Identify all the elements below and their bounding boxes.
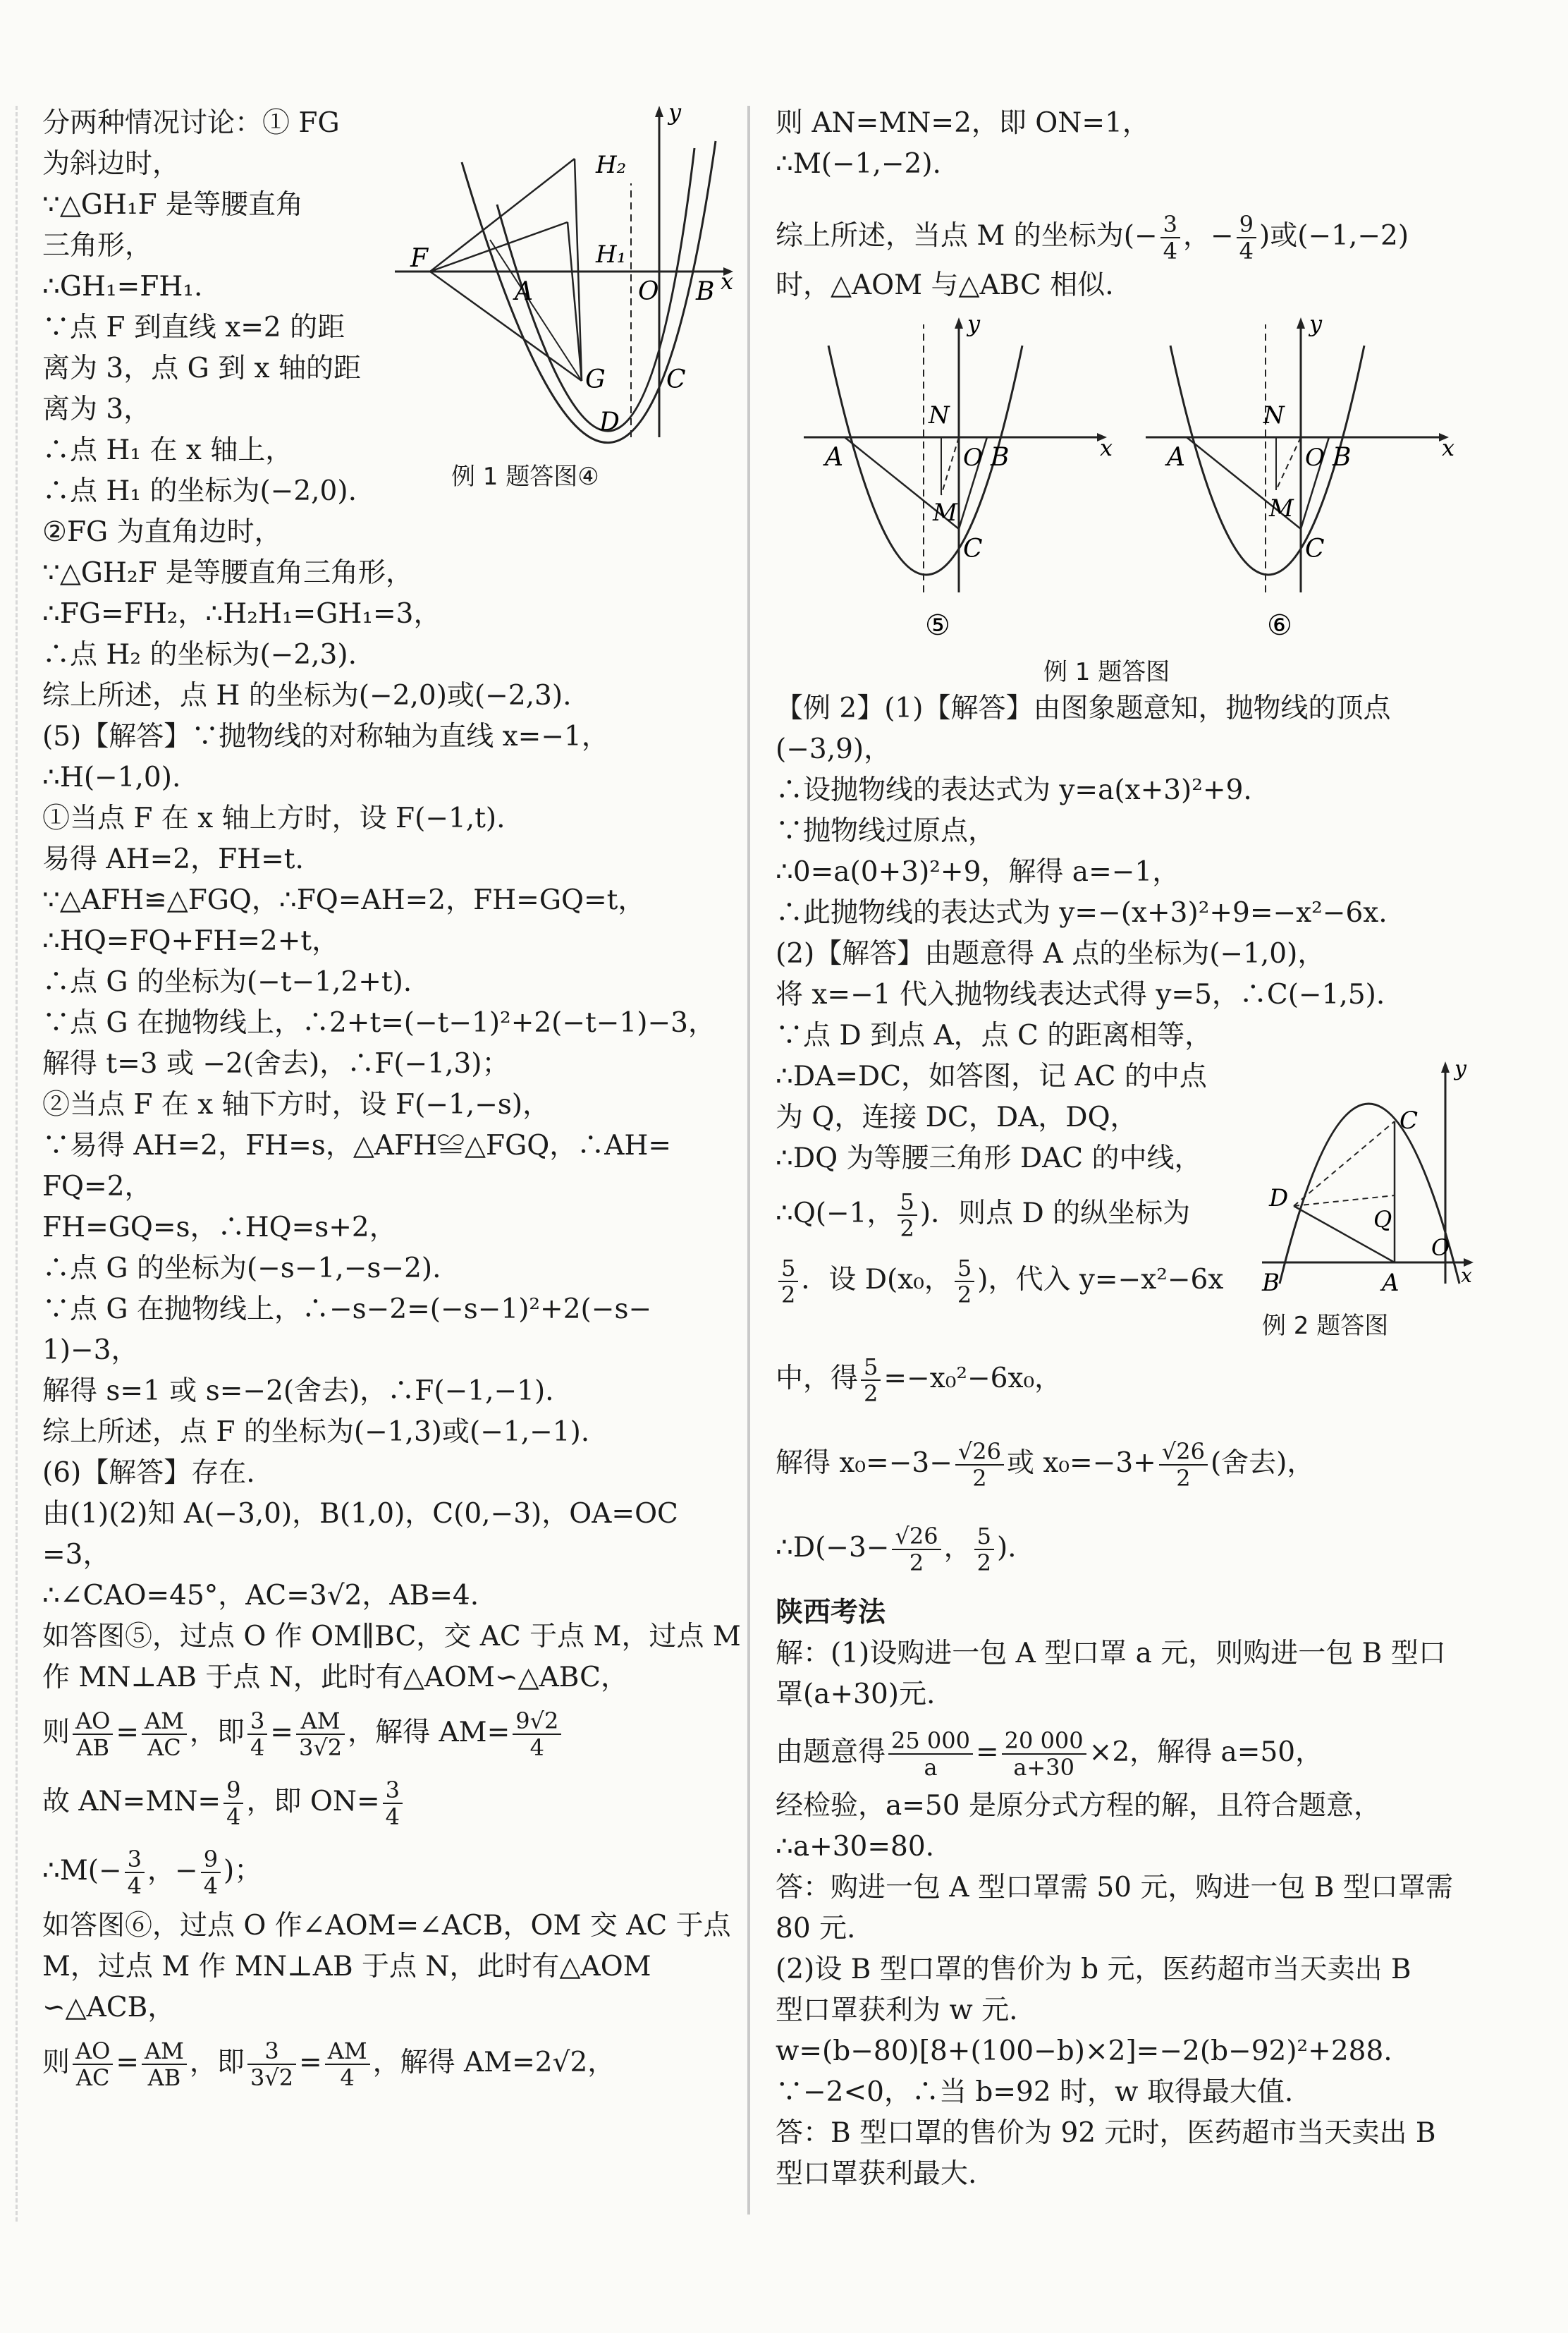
figure-example1-answer-4	[381, 99, 747, 451]
text-line: (6)【解答】存在.	[42, 1457, 255, 1489]
text-line: ②当点 F 在 x 轴下方时，设 F(−1,−s)，	[42, 1089, 551, 1121]
equation-line	[776, 1248, 1223, 1312]
text-line: ∵−2<0，∴当 b=92 时，w 取得最大值.	[776, 2076, 1294, 2108]
label-A: A	[1167, 443, 1185, 472]
fraction-numerator: AM	[296, 1708, 345, 1735]
fraction-numerator: 25 000	[888, 1728, 973, 1755]
fraction	[142, 1708, 187, 1760]
fraction-denominator: 4	[340, 2064, 355, 2091]
figure-example1-answer-6	[1132, 310, 1470, 642]
fraction-denominator: 4	[226, 1803, 241, 1830]
fraction	[898, 1189, 917, 1241]
fraction-denominator: 2	[957, 1281, 972, 1308]
text-run: 则	[42, 1717, 71, 1748]
text-run: )．则点 D 的纵坐标为	[919, 1198, 1191, 1229]
label-B: B	[991, 443, 1010, 472]
text-line: 易得 AH=2，FH=t.	[42, 843, 304, 875]
text-run: 中，得	[776, 1363, 859, 1394]
text-line: 罩(a+30)元.	[776, 1679, 936, 1710]
text-run: )或(−1,−2)	[1259, 220, 1409, 252]
text-line: ∽△ACB，	[42, 1992, 176, 2023]
label-B: B	[1262, 1269, 1280, 1297]
equation-line	[42, 1839, 262, 1903]
text-line: 离为 3，	[42, 394, 152, 425]
label-O: O	[963, 444, 983, 472]
text-line: (2)【解答】由题意得 A 点的坐标为(−1,0)，	[776, 938, 1325, 970]
text-line: 解得 t=3 或 −2(舍去)，∴F(−1,3)；	[42, 1048, 510, 1080]
fraction-denominator: AB	[76, 1734, 109, 1761]
text-run: =−x₀²−6x₀，	[883, 1363, 1062, 1394]
fraction	[1159, 1439, 1208, 1491]
fraction	[955, 1439, 1004, 1491]
label-A: A	[515, 277, 533, 306]
fraction	[125, 1846, 145, 1899]
label-N: N	[1263, 401, 1285, 430]
fraction-denominator: 4	[385, 1803, 400, 1830]
text-line: 为 Q，连接 DC，DA，DQ，	[776, 1102, 1138, 1133]
fraction-numerator: 3	[1160, 212, 1180, 238]
fraction	[888, 1728, 973, 1780]
fraction-numerator: AM	[142, 1708, 187, 1735]
text-line: ∴HQ=FQ+FH=2+t，	[42, 925, 340, 957]
text-run: 故 AN=MN=	[42, 1786, 221, 1817]
equation-line	[42, 1770, 405, 1834]
figure-number: ⑥	[1267, 609, 1292, 642]
label-C: C	[1399, 1107, 1419, 1135]
label-O: O	[1431, 1234, 1450, 1261]
fraction-numerator: AM	[325, 2038, 370, 2065]
text-run: ∴Q(−1，	[776, 1198, 895, 1229]
equation-line	[42, 1701, 564, 1765]
label-F: F	[410, 244, 428, 273]
text-line: ∵△GH₂F 是等腰直角三角形，	[42, 557, 414, 589]
equation-line	[776, 1721, 1323, 1784]
fraction-denominator: 2	[900, 1215, 914, 1242]
equation-line	[776, 1182, 1190, 1245]
text-run: =	[299, 2047, 322, 2078]
fraction	[247, 2038, 296, 2090]
text-line: ∵点 G 在抛物线上，∴−s−2=(−s−1)²+2(−s−	[42, 1293, 652, 1325]
text-run: ，解得 AM=2√2，	[372, 2047, 615, 2078]
fraction-denominator: 4	[1163, 238, 1177, 264]
fraction-denominator: 4	[1239, 238, 1254, 264]
fraction-denominator: AB	[147, 2064, 181, 2091]
text-line: 如答图⑤，过点 O 作 OM∥BC，交 AC 于点 M，过点 M	[42, 1621, 741, 1652]
text-run: )，代入 y=−x²−6x	[977, 1264, 1224, 1296]
column-divider	[747, 106, 750, 2215]
equation-line	[776, 1516, 1017, 1580]
text-line: 综上所述，点 H 的坐标为(−2,0)或(−2,3).	[42, 680, 572, 712]
text-line: ∴点 H₂ 的坐标为(−2,3).	[42, 639, 357, 671]
text-line: M，过点 M 作 MN⊥AB 于点 N，此时有△AOM	[42, 1951, 651, 1982]
label-y: y	[668, 99, 682, 126]
text-run: 解得 x₀=−3−	[776, 1447, 953, 1479]
label-O: O	[638, 277, 659, 306]
text-line: ∴a+30=80.	[776, 1831, 935, 1863]
figure-number: ⑤	[925, 609, 950, 642]
fraction-numerator: AO	[73, 2038, 113, 2065]
fraction-numerator: 5	[778, 1255, 798, 1282]
label-x: x	[721, 268, 734, 295]
text-run: ).	[996, 1532, 1017, 1564]
fraction	[892, 1523, 941, 1576]
text-line: ②FG 为直角边时，	[42, 516, 282, 548]
text-line: ∴FG=FH₂，∴H₂H₁=GH₁=3，	[42, 598, 441, 630]
label-C: C	[666, 365, 686, 394]
text-line: ∵点 D 到点 A，点 C 的距离相等，	[776, 1020, 1213, 1052]
fraction-denominator: a+30	[1013, 1754, 1074, 1781]
fraction	[955, 1255, 974, 1308]
fraction-denominator: 2	[976, 1549, 991, 1576]
label-x: x	[1461, 1264, 1472, 1287]
text-line: 答：B 型口罩的售价为 92 元时，医药超市当天卖出 B	[776, 2117, 1436, 2149]
fraction-numerator: 5	[861, 1354, 881, 1381]
text-line: 1)−3，	[42, 1334, 139, 1366]
text-line: ∵抛物线过原点，	[776, 815, 996, 847]
fraction-denominator: 2	[1176, 1465, 1191, 1492]
label-M: M	[1269, 494, 1294, 523]
fraction-denominator: 3√2	[298, 1734, 343, 1761]
figure-caption: 例 1 题答图	[1043, 658, 1170, 686]
fraction-numerator: AO	[73, 1708, 113, 1735]
text-run: ．设 D(x₀，	[801, 1264, 952, 1296]
text-line: ∵△AFH≌△FGQ，∴FQ=AH=2，FH=GQ=t，	[42, 884, 646, 916]
fraction-denominator: AC	[75, 2064, 110, 2091]
fraction-denominator: 2	[909, 1549, 924, 1576]
text-line: 由(1)(2)知 A(−3,0)，B(1,0)，C(0,−3)，OA=OC	[42, 1498, 678, 1530]
text-line: ∴点 H₁ 的坐标为(−2,0).	[42, 475, 357, 507]
fraction	[201, 1846, 221, 1899]
label-Q: Q	[1373, 1206, 1392, 1233]
fraction	[974, 1523, 994, 1576]
figure-example1-answer-5	[790, 310, 1128, 642]
text-line: 如答图⑥，过点 O 作∠AOM=∠ACB，OM 交 AC 于点	[42, 1910, 731, 1942]
text-run: ，−	[1182, 220, 1234, 252]
label-H2: H₂	[596, 151, 627, 179]
label-x: x	[1442, 434, 1455, 461]
label-x: x	[1100, 434, 1113, 461]
equation-line	[776, 205, 1409, 268]
text-run: 综上所述，当点 M 的坐标为(−	[776, 220, 1158, 252]
text-run: ×2，解得 a=50，	[1089, 1736, 1323, 1768]
fraction-numerator: 5	[898, 1189, 917, 1216]
text-line: 离为 3，点 G 到 x 轴的距	[42, 353, 361, 384]
text-line: ∵点 G 在抛物线上，∴2+t=(−t−1)²+2(−t−1)−3，	[42, 1007, 716, 1039]
fraction	[513, 1708, 561, 1760]
label-B: B	[696, 277, 715, 306]
text-line: 型口罩获利最大.	[776, 2158, 977, 2190]
fraction-numerator: √26	[955, 1439, 1004, 1466]
fraction	[861, 1354, 881, 1406]
page-edge-marks	[16, 106, 18, 2222]
text-line: =3，	[42, 1539, 111, 1571]
label-B: B	[1333, 443, 1352, 472]
text-line: 将 x=−1 代入抛物线表达式得 y=5，∴C(−1,5).	[776, 979, 1385, 1011]
text-run: (舍去)，	[1210, 1447, 1315, 1479]
fraction	[73, 1708, 113, 1760]
label-D: D	[1269, 1184, 1289, 1212]
text-run: ，即	[189, 2047, 245, 2078]
text-line: ∴点 G 的坐标为(−s−1,−s−2).	[42, 1253, 441, 1284]
text-run: =	[270, 1717, 293, 1748]
fraction-numerator: 3	[247, 1708, 267, 1735]
text-run: ∴M(−	[42, 1855, 122, 1887]
figure-example2-answer	[1255, 1058, 1488, 1298]
fraction	[1160, 212, 1180, 264]
text-line: ∴0=a(0+3)²+9，解得 a=−1，	[776, 856, 1180, 888]
label-A: A	[825, 443, 843, 472]
text-run: ∴D(−3−	[776, 1532, 890, 1564]
text-line: 为斜边时，	[42, 148, 180, 180]
fraction	[778, 1255, 798, 1308]
fraction-numerator: 9	[201, 1846, 221, 1873]
fraction-numerator: 3	[383, 1777, 403, 1804]
text-line: 综上所述，点 F 的坐标为(−1,3)或(−1,−1).	[42, 1416, 590, 1448]
fraction	[73, 2038, 113, 2090]
equation-line	[776, 1347, 1062, 1411]
text-run: ，即 ON=	[246, 1786, 380, 1817]
text-run: ，解得 AM=	[348, 1717, 510, 1748]
label-G: G	[585, 365, 606, 394]
fraction-numerator: AM	[142, 2038, 187, 2065]
text-line: w=(b−80)[8+(100−b)×2]=−2(b−92)²+288.	[776, 2035, 1392, 2067]
fraction-denominator: 4	[529, 1734, 545, 1761]
section-heading: 陕西考法	[776, 1597, 886, 1628]
text-line: 解得 s=1 或 s=−2(舍去)，∴F(−1,−1).	[42, 1375, 554, 1407]
equation-line	[776, 1432, 1314, 1495]
text-line: ∴DQ 为等腰三角形 DAC 的中线，	[776, 1143, 1202, 1174]
fraction	[325, 2038, 370, 2090]
fraction-numerator: 5	[955, 1255, 974, 1282]
figure-caption: 例 2 题答图	[1262, 1312, 1389, 1340]
text-run: 或 x₀=−3+	[1006, 1447, 1156, 1479]
fraction-numerator: 9	[1237, 212, 1256, 238]
text-line: 三角形，	[42, 230, 153, 262]
fraction-denominator: 2	[864, 1380, 878, 1407]
fraction	[1002, 1728, 1086, 1780]
fraction-denominator: a	[924, 1754, 938, 1781]
text-line: 型口罩获利为 w 元.	[776, 1994, 1018, 2026]
text-line: 时，△AOM 与△ABC 相似.	[776, 269, 1114, 301]
text-line: 【例 2】(1)【解答】由图象题意知，抛物线的顶点	[776, 693, 1391, 724]
text-line: ∴此抛物线的表达式为 y=−(x+3)²+9=−x²−6x.	[776, 897, 1388, 929]
fraction-numerator: 3	[247, 2038, 296, 2065]
text-run: ，	[943, 1532, 972, 1564]
text-run: =	[975, 1736, 999, 1768]
text-run: ，−	[147, 1855, 198, 1887]
text-line: 分两种情况讨论：① FG	[42, 107, 340, 139]
text-line: 经检验，a=50 是原分式方程的解，且符合题意，	[776, 1790, 1381, 1822]
fraction	[142, 2038, 187, 2090]
text-line: 80 元.	[776, 1913, 856, 1944]
fraction-denominator: 2	[781, 1281, 796, 1308]
text-line: 答：购进一包 A 型口罩需 50 元，购进一包 B 型口罩需	[776, 1872, 1453, 1903]
fraction-numerator: 5	[974, 1523, 994, 1550]
text-line: ∴点 H₁ 在 x 轴上，	[42, 434, 293, 466]
label-C: C	[1305, 535, 1325, 564]
text-line: ∴M(−1,−2).	[776, 148, 941, 180]
text-line: ∵点 F 到直线 x=2 的距	[42, 312, 345, 343]
figure-caption: 例 1 题答图④	[451, 463, 599, 491]
equation-line	[42, 2031, 615, 2095]
fraction-numerator: 9√2	[513, 1708, 561, 1735]
text-line: 作 MN⊥AB 于点 N，此时有△AOM∽△ABC，	[42, 1662, 628, 1693]
text-line: ∴∠CAO=45°，AC=3√2，AB=4.	[42, 1580, 479, 1612]
fraction	[383, 1777, 403, 1829]
fraction	[247, 1708, 267, 1760]
text-line: ①当点 F 在 x 轴上方时，设 F(−1,t).	[42, 803, 506, 834]
fraction-denominator: AC	[147, 1734, 181, 1761]
text-run: 则	[42, 2047, 71, 2078]
text-run: ，即	[189, 1717, 245, 1748]
label-C: C	[963, 535, 983, 564]
fraction-denominator: 3√2	[250, 2064, 294, 2091]
fraction-denominator: 4	[250, 1734, 265, 1761]
fraction-denominator: 4	[127, 1872, 142, 1899]
label-O: O	[1305, 444, 1325, 472]
label-A: A	[1382, 1269, 1399, 1297]
label-N: N	[929, 401, 950, 430]
label-M: M	[933, 499, 957, 527]
label-y: y	[1454, 1058, 1466, 1081]
text-line: ∴GH₁=FH₁.	[42, 271, 203, 303]
text-line: ∴H(−1,0).	[42, 762, 181, 793]
text-run: 由题意得	[776, 1736, 886, 1768]
fraction-numerator: 3	[125, 1846, 145, 1873]
fraction-numerator: √26	[892, 1523, 941, 1550]
fraction	[296, 1708, 345, 1760]
fraction-denominator: 4	[203, 1872, 219, 1899]
text-line: (5)【解答】∵抛物线的对称轴为直线 x=−1，	[42, 721, 609, 753]
fraction-numerator: 9	[223, 1777, 243, 1804]
text-line: ∴DA=DC，如答图，记 AC 的中点	[776, 1061, 1207, 1092]
label-y: y	[1309, 310, 1323, 337]
label-y: y	[967, 310, 981, 337]
fraction-numerator: √26	[1159, 1439, 1208, 1466]
text-run: =	[116, 2047, 140, 2078]
fraction	[1237, 212, 1256, 264]
text-line: 则 AN=MN=2，即 ON=1，	[776, 107, 1150, 139]
text-line: (2)设 B 型口罩的售价为 b 元，医药超市当天卖出 B	[776, 1954, 1411, 1985]
text-line: ∵易得 AH=2，FH=s，△AFH≌△FGQ，∴AH=	[42, 1130, 672, 1162]
fraction-denominator: 2	[972, 1465, 987, 1492]
label-D: D	[599, 408, 620, 437]
text-line: ∴设抛物线的表达式为 y=a(x+3)²+9.	[776, 774, 1252, 806]
label-H1: H₁	[596, 240, 627, 269]
text-line: 解：(1)设购进一包 A 型口罩 a 元，则购进一包 B 型口	[776, 1638, 1446, 1669]
text-line: FQ=2，	[42, 1171, 152, 1202]
text-run: )；	[223, 1855, 262, 1887]
text-line: ∴点 G 的坐标为(−t−1,2+t).	[42, 966, 412, 998]
text-line: FH=GQ=s，∴HQ=s+2，	[42, 1212, 397, 1243]
text-run: =	[116, 1717, 140, 1748]
text-line: ∵△GH₁F 是等腰直角	[42, 189, 304, 221]
text-line: (−3,9)，	[776, 733, 892, 765]
fraction-numerator: 20 000	[1002, 1728, 1086, 1755]
fraction	[223, 1777, 243, 1829]
